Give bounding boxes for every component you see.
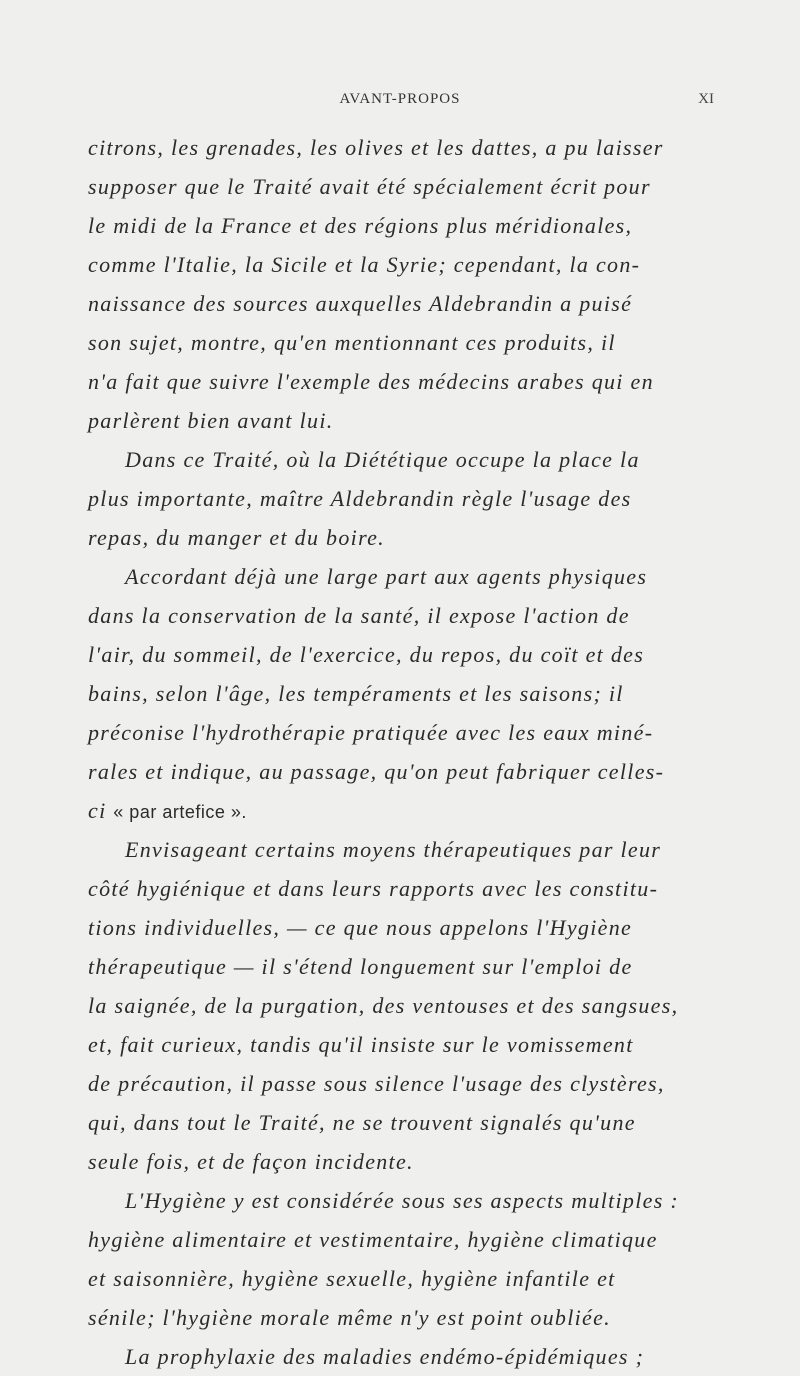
quoted-phrase: « par artefice ». [113, 802, 247, 822]
text-fragment: ci [88, 798, 107, 823]
text-line: de précaution, il passe sous silence l'usage des clystères, [88, 1071, 665, 1096]
text-line: repas, du manger et du boire. [88, 525, 385, 550]
running-title: AVANT-PROPOS [339, 91, 461, 107]
text-line: thérapeutique — il s'étend longuement sur l'emploi de [88, 954, 633, 979]
paragraph-first-line: Dans ce Traité, où la Diététique occupe la place la [125, 447, 640, 472]
text-line: comme l'Italie, la Sicile et la Syrie; cependant, la con- [88, 252, 641, 277]
text-line: préconise l'hydrothérapie pratiquée avec les eaux miné- [88, 720, 654, 745]
text-line-with-quote [88, 791, 714, 830]
paragraph-first-line: Accordant déjà une large part aux agents physiques [125, 564, 648, 589]
text-line: le midi de la France et des régions plus méridionales, [88, 213, 633, 238]
text-line: qui, dans tout le Traité, ne se trouvent signalés qu'une [88, 1110, 636, 1135]
text-line: côté hygiénique et dans leurs rapports avec les constitu- [88, 876, 659, 901]
text-line: son sujet, montre, qu'en mentionnant ces produits, il [88, 330, 616, 355]
text-line: et saisonnière, hygiène sexuelle, hygiène infantile et [88, 1266, 616, 1291]
text-line: la saignée, de la purgation, des ventouses et des sangsues, [88, 993, 679, 1018]
text-line: et, fait curieux, tandis qu'il insiste sur le vomissement [88, 1032, 634, 1057]
text-line: seule fois, et de façon incidente. [88, 1149, 414, 1174]
paragraph-first-line: La prophylaxie des maladies endémo-épidémiques ; [125, 1344, 645, 1369]
body-text [88, 128, 714, 1376]
text-line: rales et indique, au passage, qu'on peut fabriquer celles- [88, 759, 665, 784]
paragraph-first-line: Envisageant certains moyens thérapeutiques par leur [125, 837, 662, 862]
text-line: plus importante, maître Aldebrandin règle l'usage des [88, 486, 632, 511]
paragraph-first-line: L'Hygiène y est considérée sous ses aspects multiples : [125, 1188, 679, 1213]
page-header [0, 91, 800, 115]
text-line: bains, selon l'âge, les tempéraments et les saisons; il [88, 681, 624, 706]
text-line: naissance des sources auxquelles Aldebrandin a puisé [88, 291, 633, 316]
text-line: l'air, du sommeil, de l'exercice, du repos, du coït et des [88, 642, 645, 667]
text-line: sénile; l'hygiène morale même n'y est point oubliée. [88, 1305, 611, 1330]
page-number: XI [698, 91, 714, 107]
text-line: parlèrent bien avant lui. [88, 408, 334, 433]
text-line: supposer que le Traité avait été spécialement écrit pour [88, 174, 651, 199]
text-line: hygiène alimentaire et vestimentaire, hygiène climatique [88, 1227, 658, 1252]
text-line: tions individuelles, — ce que nous appelons l'Hygiène [88, 915, 633, 940]
text-line: n'a fait que suivre l'exemple des médecins arabes qui en [88, 369, 654, 394]
text-line: citrons, les grenades, les olives et les dattes, a pu laisser [88, 135, 664, 160]
text-line: dans la conservation de la santé, il expose l'action de [88, 603, 630, 628]
